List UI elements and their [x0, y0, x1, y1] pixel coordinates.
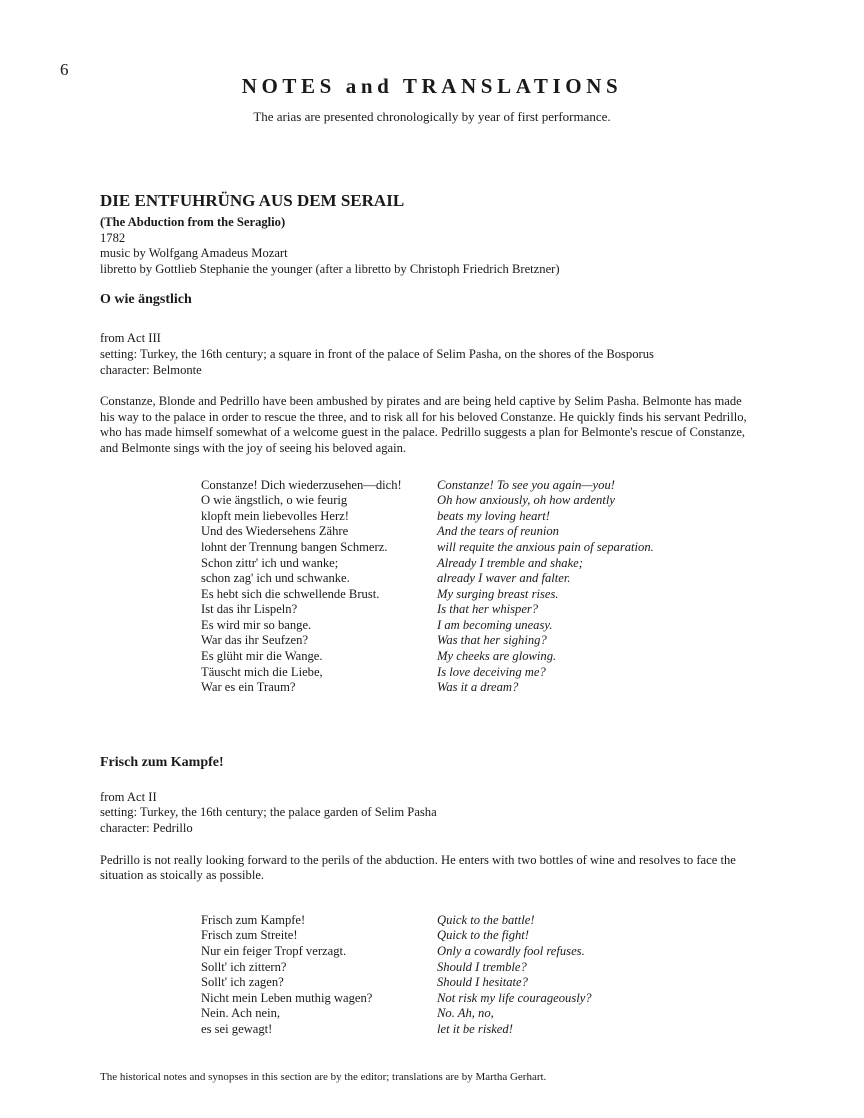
german-line: schon zag' ich und schwanke.: [201, 571, 350, 586]
aria-meta: [100, 790, 780, 837]
english-line: Quick to the fight!: [437, 928, 529, 943]
english-line: My cheeks are glowing.: [437, 649, 557, 664]
page-header: [0, 74, 864, 125]
main-content: [100, 190, 780, 1038]
english-translation: [437, 913, 592, 1038]
english-line: Not risk my life courageously?: [437, 990, 592, 1005]
english-line: I am becoming uneasy.: [437, 617, 553, 632]
german-line: Und des Wiedersehens Zähre: [201, 524, 349, 539]
english-line: My surging breast rises.: [437, 586, 559, 601]
english-line: let it be risked!: [437, 1021, 513, 1036]
aria-character: character: Pedrillo: [100, 821, 193, 836]
english-line: Already I tremble and shake;: [437, 555, 583, 570]
english-line: Should I tremble?: [437, 959, 527, 974]
english-line: Should I hesitate?: [437, 975, 528, 990]
german-line: Frisch zum Kampfe!: [201, 912, 306, 927]
aria-section-frisch-zum-kampfe: [100, 754, 780, 1038]
german-line: es sei gewagt!: [201, 1021, 273, 1036]
german-line: Nur ein feiger Tropf verzagt.: [201, 944, 347, 958]
verse-translation: [201, 478, 780, 696]
german-line: klopft mein liebevolles Herz!: [201, 508, 349, 523]
aria-meta: [100, 331, 780, 378]
german-line: War es ein Traum?: [201, 680, 296, 695]
german-line: War das ihr Seufzen?: [201, 633, 309, 648]
aria-setting: setting: Turkey, the 16th century; the palace garden of Selim Pasha: [100, 805, 437, 820]
german-line: Täuscht mich die Liebe,: [201, 664, 323, 679]
german-line: Nein. Ach nein,: [201, 1006, 281, 1021]
opera-composer: music by Wolfgang Amadeus Mozart: [100, 246, 288, 261]
german-line: Sollt' ich zittern?: [201, 959, 287, 974]
german-line: Schon zittr' ich und wanke;: [201, 555, 339, 570]
english-line: Only a cowardly fool refuses.: [437, 944, 585, 958]
aria-setting: setting: Turkey, the 16th century; a square in front of the palace of Selim Pasha, on the shores of the Bosporus: [100, 346, 654, 361]
english-line: Quick to the battle!: [437, 912, 535, 927]
aria-section-o-wie-angstlich: [100, 291, 780, 695]
german-line: Nicht mein Leben muthig wagen?: [201, 990, 373, 1005]
opera-librettist: libretto by Gottlieb Stephanie the younger (after a libretto by Christoph Friedrich Bretzner): [100, 261, 560, 276]
german-text: [201, 478, 437, 696]
english-line: Is that her whisper?: [437, 602, 539, 617]
german-line: Es wird mir so bange.: [201, 617, 312, 632]
opera-subtitle: (The Abduction from the Seraglio): [100, 215, 286, 229]
aria-title: O wie ängstlich: [100, 292, 192, 308]
synopsis-line: situation as stoically as possible.: [100, 868, 265, 883]
aria-character: character: Belmonte: [100, 362, 202, 377]
synopsis-line: who has made himself somewhat of a welcome guest in the palace. Pedrillo suggests a plan for Belmonte's rescue of Constanze,: [100, 425, 746, 440]
synopsis-line: his way to the palace in order to rescue the three, and to risk all for his beloved Constanze. He quickly finds his servant Pedrillo,: [100, 409, 747, 424]
verse-translation: [201, 913, 780, 1038]
aria-synopsis: [100, 394, 780, 456]
english-line: Was that her sighing?: [437, 633, 547, 648]
german-line: Es hebt sich die schwellende Brust.: [201, 586, 380, 601]
english-line: And the tears of reunion: [437, 524, 559, 539]
german-line: Es glüht mir die Wange.: [201, 649, 323, 664]
english-line: Was it a dream?: [437, 680, 519, 695]
page-subtitle: The arias are presented chronologically by year of first performance.: [253, 109, 611, 124]
footer-note: The historical notes and synopses in this section are by the editor; translations are by Martha Gerhart.: [100, 1071, 547, 1083]
opera-year: 1782: [100, 230, 126, 245]
english-line: Constanze! To see you again—you!: [437, 477, 615, 492]
aria-act: from Act III: [100, 331, 161, 346]
english-line: beats my loving heart!: [437, 508, 550, 523]
german-line: lohnt der Trennung bangen Schmerz.: [201, 539, 388, 554]
synopsis-line: and Belmonte sings with the joy of seeing his beloved again.: [100, 440, 407, 455]
aria-title: Frisch zum Kampfe!: [100, 754, 224, 770]
opera-title: DIE ENTFUHRÜNG AUS DEM SERAIL: [100, 191, 405, 210]
aria-synopsis: [100, 853, 780, 884]
german-line: Constanze! Dich wiederzusehen—dich!: [201, 477, 402, 492]
page-number: 6: [60, 60, 69, 79]
german-line: Sollt' ich zagen?: [201, 975, 284, 990]
english-translation: [437, 478, 654, 696]
german-line: Frisch zum Streite!: [201, 928, 298, 943]
english-line: No. Ah, no,: [437, 1006, 494, 1021]
german-line: O wie ängstlich, o wie feurig: [201, 493, 348, 508]
english-line: will requite the anxious pain of separation.: [437, 539, 654, 554]
english-line: already I waver and falter.: [437, 571, 571, 586]
german-line: Ist das ihr Lispeln?: [201, 602, 298, 617]
english-line: Oh how anxiously, oh how ardently: [437, 493, 615, 508]
synopsis-line: Constanze, Blonde and Pedrillo have been ambushed by pirates and are being held captive by Selim Pasha. Belmonte has made: [100, 394, 742, 409]
page-title: NOTES and TRANSLATIONS: [241, 74, 623, 98]
synopsis-line: Pedrillo is not really looking forward to the perils of the abduction. He enters with two bottles of wine and resolves to face the: [100, 852, 736, 867]
aria-act: from Act II: [100, 789, 157, 804]
german-text: [201, 913, 437, 1038]
english-line: Is love deceiving me?: [437, 664, 546, 679]
